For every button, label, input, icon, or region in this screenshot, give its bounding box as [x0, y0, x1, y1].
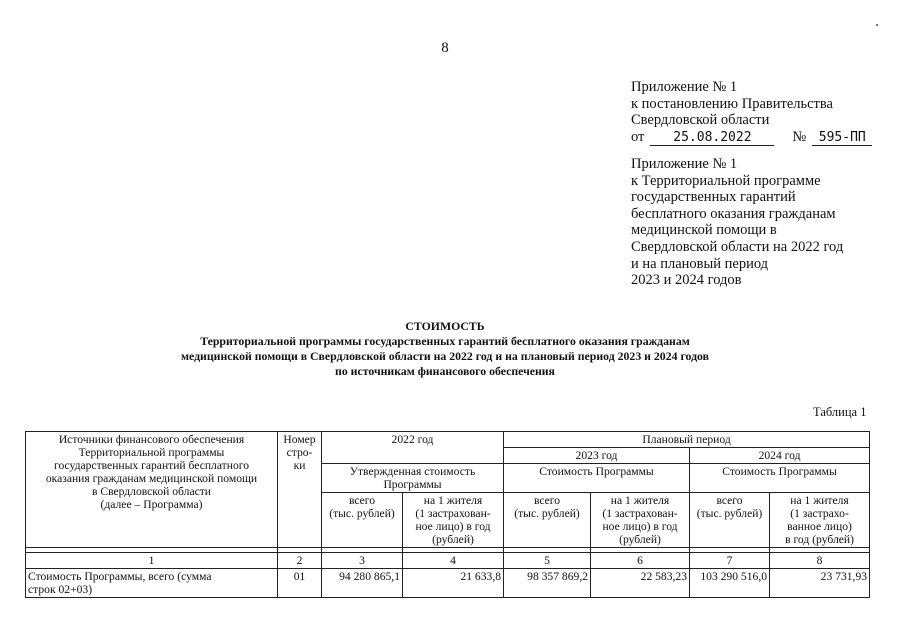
total-2024-cell: 103 290 516,0	[690, 569, 770, 598]
title-heading: СТОИМОСТЬ	[405, 319, 485, 333]
approved-cost-header: Утвержденная стоимость Программы	[322, 464, 504, 493]
year-2023-header: 2023 год	[504, 448, 690, 464]
resolution-date-number-line	[631, 129, 872, 146]
total-2024-header: всего (тыс. рублей)	[690, 493, 770, 548]
row-number-header: Номер стро- ки	[278, 432, 322, 548]
per-capita-2024-header: на 1 жителя (1 застрахо- ванное лицо) в год (рублей)	[770, 493, 870, 548]
appendix-program-line: государственных гарантий	[631, 189, 796, 206]
title-line: Территориальной программы государственных гарантий бесплатного оказания гражданам	[200, 334, 690, 348]
column-number: 4	[403, 553, 504, 569]
appendix-resolution	[631, 79, 872, 146]
column-number: 8	[770, 553, 870, 569]
resolution-date: 25.08.2022	[650, 131, 774, 146]
appendix-program-line: и на плановый период	[631, 255, 769, 272]
resolution-number: 595-ПП	[812, 131, 872, 146]
title-line: медицинской помощи в Свердловской области на 2022 год и на плановый период 2023 и 2024 годов	[180, 349, 710, 363]
appendix-program	[631, 156, 843, 289]
title-line: по источникам финансового обеспечения	[335, 364, 555, 378]
appendix-program-line: бесплатного оказания гражданам	[631, 205, 836, 222]
document-title	[0, 319, 890, 379]
source-header: Источники финансового обеспечения Территориальной программы государственных гарантий бесплатного оказания гражданам медицинской помощи в Свердловской области (далее – Программа)	[26, 432, 278, 548]
cost-table	[25, 431, 870, 598]
planned-period-header: Плановый период	[504, 432, 870, 448]
column-number-row	[26, 553, 870, 569]
column-number: 3	[322, 553, 403, 569]
total-2023-header: всего (тыс. рублей)	[504, 493, 591, 548]
table-label: Таблица 1	[813, 405, 867, 419]
appendix-resolution-line: Свердловской области	[631, 112, 770, 129]
page-number: 8	[441, 40, 449, 56]
per-capita-2022-cell: 21 633,8	[403, 569, 504, 598]
program-cost-2024-header: Стоимость Программы	[690, 464, 870, 493]
appendix-program-line: Свердловской области на 2022 год	[631, 238, 844, 255]
per-capita-2024-cell: 23 731,93	[770, 569, 870, 598]
column-number: 7	[690, 553, 770, 569]
column-number: 5	[504, 553, 591, 569]
column-number: 2	[278, 553, 322, 569]
date-prefix: от	[631, 128, 645, 145]
appendix-resolution-line: Приложение № 1	[631, 79, 738, 95]
header-row	[26, 432, 870, 448]
year-2024-header: 2024 год	[690, 448, 870, 464]
per-capita-2023-cell: 22 583,23	[591, 569, 690, 598]
row-name-cell: Стоимость Программы, всего (сумма строк 02+03)	[26, 569, 278, 598]
appendix-resolution-line: к постановлению Правительства	[631, 95, 833, 112]
total-2022-header: всего (тыс. рублей)	[322, 493, 403, 548]
appendix-program-line: к Территориальной программе	[631, 172, 821, 189]
row-code-cell: 01	[278, 569, 322, 598]
total-2023-cell: 98 357 869,2	[504, 569, 591, 598]
table-row	[26, 569, 870, 598]
program-cost-2023-header: Стоимость Программы	[504, 464, 690, 493]
per-capita-2022-header: на 1 жителя (1 застрахован- ное лицо) в год (рублей)	[403, 493, 504, 548]
appendix-program-line: Приложение № 1	[631, 156, 738, 172]
total-2022-cell: 94 280 865,1	[322, 569, 403, 598]
column-number: 6	[591, 553, 690, 569]
scan-mark	[876, 24, 878, 26]
per-capita-2023-header: на 1 жителя (1 застрахован- ное лицо) в год (рублей)	[591, 493, 690, 548]
year-2022-header: 2022 год	[322, 432, 504, 464]
appendix-program-line: медицинской помощи в	[631, 222, 777, 239]
column-number: 1	[26, 553, 278, 569]
appendix-program-line: 2023 и 2024 годов	[631, 272, 742, 289]
number-prefix: №	[792, 128, 807, 145]
